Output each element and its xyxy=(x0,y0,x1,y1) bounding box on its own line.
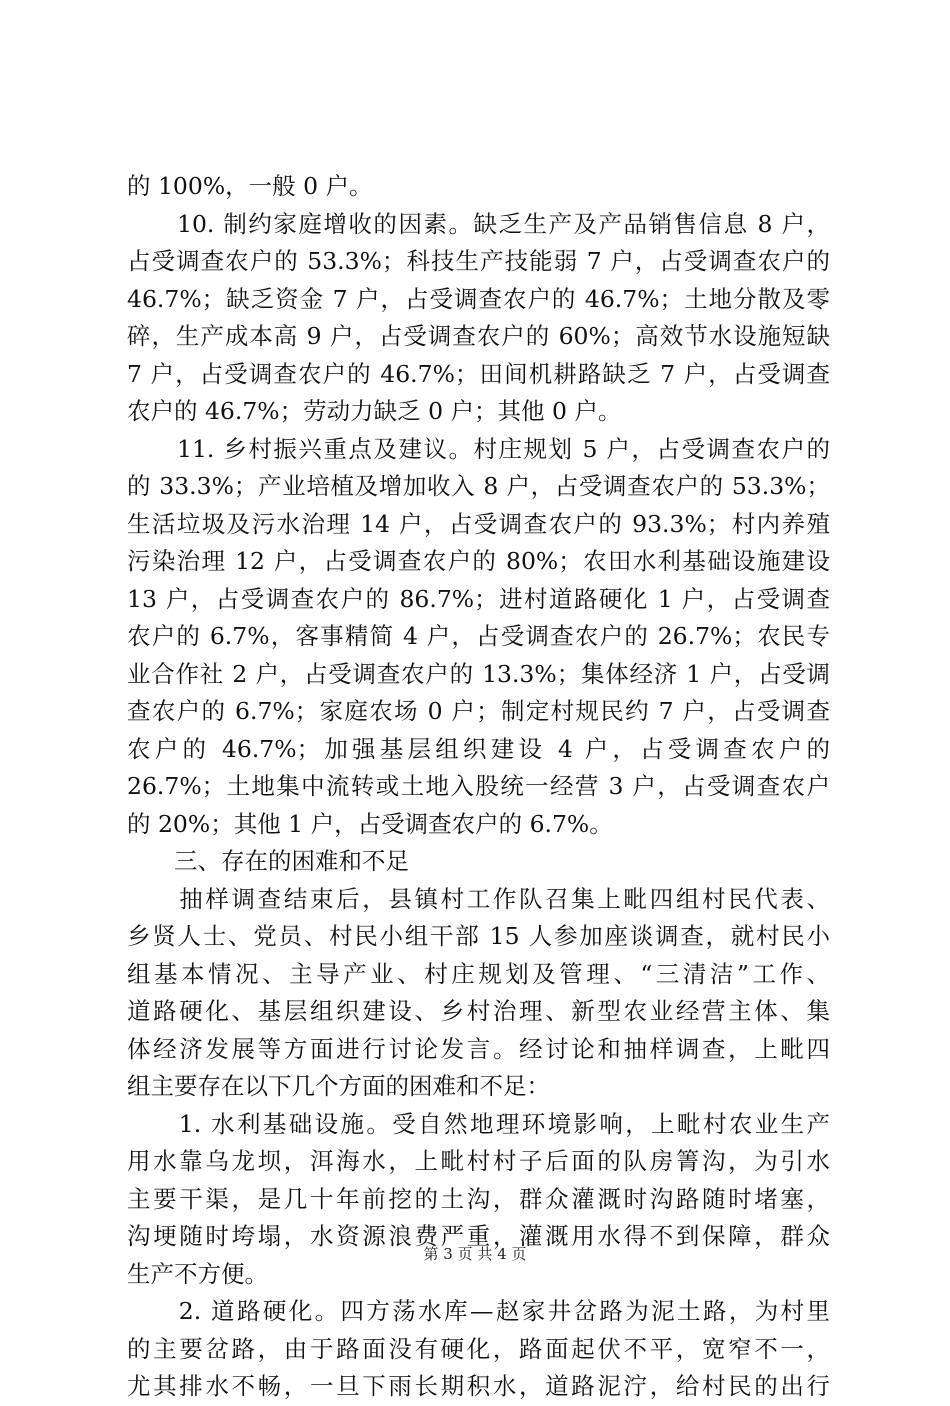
text-line: 尤其排水不畅，一旦下雨长期积水，道路泥泞，给村民的出行 xyxy=(127,1372,830,1400)
body-text xyxy=(127,168,830,1406)
text-line: 的 33.3%；产业培植及增加收入 8 户，占受调查农户的 53.3%； xyxy=(127,472,830,500)
text-line: 生活垃圾及污水治理 14 户，占受调查农户的 93.3%；村内养殖 xyxy=(127,509,830,538)
text-line: 生产不方便。 xyxy=(127,1259,268,1288)
text-line: 道路硬化、基层组织建设、乡村治理、新型农业经营主体、集 xyxy=(127,997,830,1025)
text-line: 农户的 46.7%；劳动力缺乏 0 户；其他 0 户。 xyxy=(127,397,622,425)
text-line: 查农户的 6.7%；家庭农场 0 户；制定村规民约 7 户，占受调查 xyxy=(127,697,830,725)
text-line: 11. 乡村振兴重点及建议。村庄规划 5 户，占受调查农户的 xyxy=(127,434,830,463)
text-line: 的 100%，一般 0 户。 xyxy=(127,172,373,200)
text-line: 体经济发展等方面进行讨论发言。经讨论和抽样调查，上毗四 xyxy=(127,1034,830,1063)
text-line: 46.7%；缺乏资金 7 户，占受调查农户的 46.7%；土地分散及零 xyxy=(127,284,830,313)
text-line: 1. 水利基础设施。受自然地理环境影响，上毗村农业生产 xyxy=(127,1109,830,1138)
text-line: 抽样调查结束后，县镇村工作队召集上毗四组村民代表、 xyxy=(127,884,830,913)
text-line: 26.7%；土地集中流转或土地入股统一经营 3 户，占受调查农户 xyxy=(127,772,830,800)
text-line: 乡贤人士、党员、村民小组干部 15 人参加座谈调查，就村民小 xyxy=(127,922,830,950)
text-line: 7 户，占受调查农户的 46.7%；田间机耕路缺乏 7 户，占受调查 xyxy=(127,359,830,388)
text-line: 的主要岔路，由于路面没有硬化，路面起伏不平，宽窄不一， xyxy=(127,1334,830,1363)
page-footer: 第 3 页 共 4 页 xyxy=(423,1245,527,1263)
text-line: 的 20%；其他 1 户，占受调查农户的 6.7%。 xyxy=(127,809,613,838)
text-line: 农户的 6.7%，客事精简 4 户，占受调查农户的 26.7%；农民专 xyxy=(127,622,830,650)
text-line: 用水靠乌龙坝，洱海水，上毗村村子后面的队房箐沟，为引水 xyxy=(127,1147,830,1175)
text-line: 组基本情况、主导产业、村庄规划及管理、“三清洁”工作、 xyxy=(127,959,830,988)
text-line: 三、存在的困难和不足 xyxy=(127,847,409,875)
text-line: 碎，生产成本高 9 户，占受调查农户的 60%；高效节水设施短缺 xyxy=(127,322,830,350)
text-line: 主要干渠，是几十年前挖的土沟，群众灌溉时沟路随时堵塞， xyxy=(127,1184,830,1213)
text-line: 业合作社 2 户，占受调查农户的 13.3%；集体经济 1 户，占受调 xyxy=(127,659,830,688)
text-line: 沟埂随时垮塌，水资源浪费严重，灌溉用水得不到保障，群众 xyxy=(127,1222,830,1250)
text-line: 组主要存在以下几个方面的困难和不足： xyxy=(127,1072,550,1100)
text-line: 10. 制约家庭增收的因素。缺乏生产及产品销售信息 8 户， xyxy=(127,209,830,238)
text-line: 2. 道路硬化。四方荡水库—赵家井岔路为泥土路，为村里 xyxy=(127,1297,830,1325)
text-line: 13 户，占受调查农户的 86.7%；进村道路硬化 1 户，占受调查 xyxy=(127,584,830,613)
text-line: 占受调查农户的 53.3%；科技生产技能弱 7 户，占受调查农户的 xyxy=(127,247,830,275)
text-line: 农户的 46.7%；加强基层组织建设 4 户，占受调查农户的 xyxy=(127,734,830,763)
text-line: 污染治理 12 户，占受调查农户的 80%；农田水利基础设施建设 xyxy=(127,547,830,575)
